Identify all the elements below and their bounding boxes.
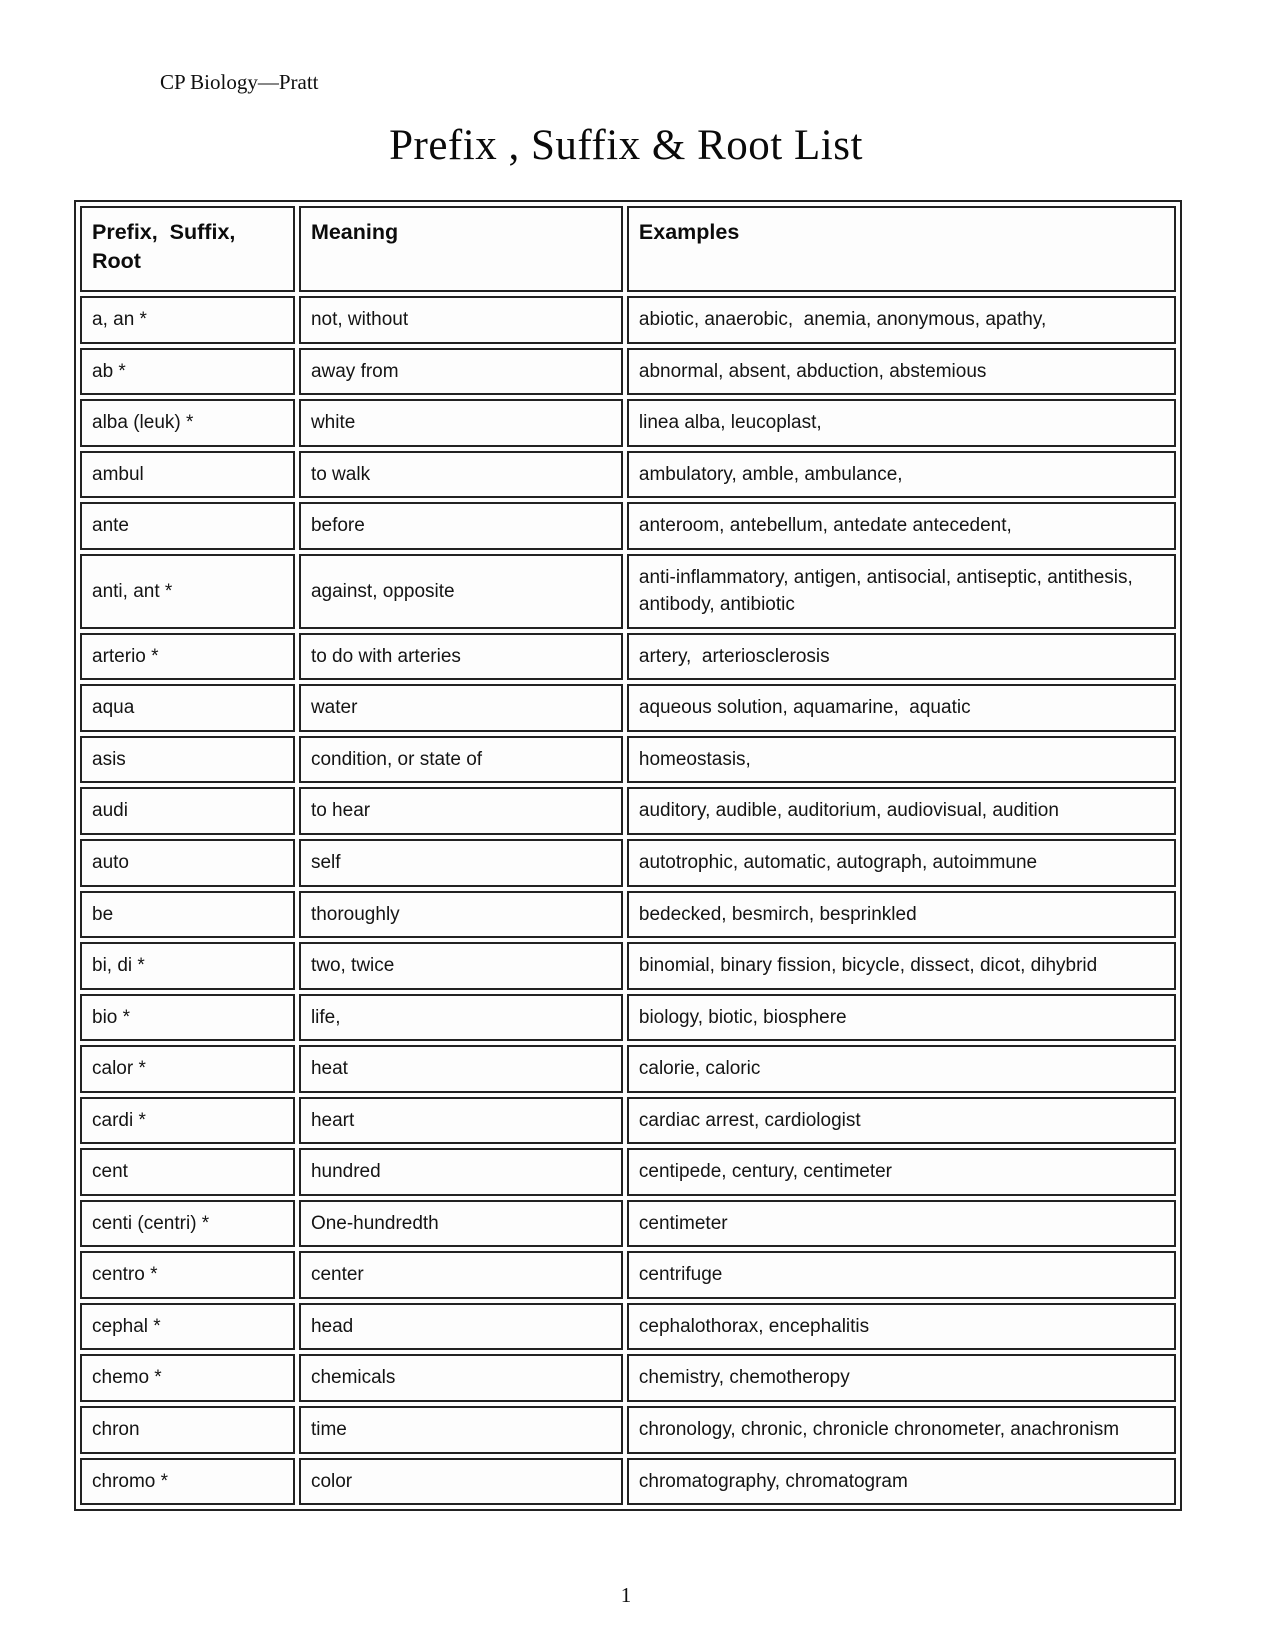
table-row bbox=[80, 684, 1176, 732]
table-row bbox=[80, 451, 1176, 499]
table-cell-term: a, an * bbox=[80, 296, 295, 344]
table-cell-meaning: hundred bbox=[299, 1148, 623, 1196]
table-cell-term: bi, di * bbox=[80, 942, 295, 990]
table-cell-examples: anti-inflammatory, antigen, antisocial, antiseptic, antithesis, antibody, antibiotic bbox=[627, 554, 1176, 629]
table-row bbox=[80, 736, 1176, 784]
table-cell-meaning: One-hundredth bbox=[299, 1200, 623, 1248]
table-cell-examples: ambulatory, amble, ambulance, bbox=[627, 451, 1176, 499]
table-cell-term: cent bbox=[80, 1148, 295, 1196]
table-cell-term: centro * bbox=[80, 1251, 295, 1299]
table-row bbox=[80, 1303, 1176, 1351]
table-cell-meaning: self bbox=[299, 839, 623, 887]
table-cell-examples: abiotic, anaerobic, anemia, anonymous, apathy, bbox=[627, 296, 1176, 344]
table-body bbox=[80, 296, 1176, 1505]
table-row bbox=[80, 1458, 1176, 1506]
table-cell-meaning: heat bbox=[299, 1045, 623, 1093]
table-row bbox=[80, 1200, 1176, 1248]
table-cell-term: calor * bbox=[80, 1045, 295, 1093]
table-cell-meaning: against, opposite bbox=[299, 554, 623, 629]
table-row bbox=[80, 1251, 1176, 1299]
table-cell-meaning: before bbox=[299, 502, 623, 550]
table-cell-term: ab * bbox=[80, 348, 295, 396]
table-cell-term: bio * bbox=[80, 994, 295, 1042]
table-cell-examples: cephalothorax, encephalitis bbox=[627, 1303, 1176, 1351]
table-row bbox=[80, 787, 1176, 835]
table-cell-term: auto bbox=[80, 839, 295, 887]
table-header-row bbox=[80, 206, 1176, 292]
table-row bbox=[80, 1354, 1176, 1402]
table-cell-meaning: two, twice bbox=[299, 942, 623, 990]
table-cell-meaning: condition, or state of bbox=[299, 736, 623, 784]
table-cell-examples: cardiac arrest, cardiologist bbox=[627, 1097, 1176, 1145]
table-row bbox=[80, 1148, 1176, 1196]
table-cell-examples: chemistry, chemotheropy bbox=[627, 1354, 1176, 1402]
table-cell-term: ambul bbox=[80, 451, 295, 499]
table-row bbox=[80, 296, 1176, 344]
table-cell-term: aqua bbox=[80, 684, 295, 732]
table-cell-term: chemo * bbox=[80, 1354, 295, 1402]
table-cell-term: audi bbox=[80, 787, 295, 835]
table-row bbox=[80, 942, 1176, 990]
prefix-suffix-root-table bbox=[74, 200, 1182, 1511]
table-cell-term: asis bbox=[80, 736, 295, 784]
table-cell-meaning: water bbox=[299, 684, 623, 732]
table-cell-examples: centrifuge bbox=[627, 1251, 1176, 1299]
table-cell-meaning: white bbox=[299, 399, 623, 447]
table-cell-term: cephal * bbox=[80, 1303, 295, 1351]
table-cell-examples: centimeter bbox=[627, 1200, 1176, 1248]
table-row bbox=[80, 554, 1176, 629]
table-row bbox=[80, 1406, 1176, 1454]
table-row bbox=[80, 502, 1176, 550]
table-cell-meaning: color bbox=[299, 1458, 623, 1506]
table-cell-meaning: to do with arteries bbox=[299, 633, 623, 681]
table-cell-meaning: head bbox=[299, 1303, 623, 1351]
table-cell-meaning: not, without bbox=[299, 296, 623, 344]
table-cell-term: be bbox=[80, 891, 295, 939]
column-header-examples: Examples bbox=[627, 206, 1176, 292]
table-cell-examples: artery, arteriosclerosis bbox=[627, 633, 1176, 681]
table-row bbox=[80, 891, 1176, 939]
table-cell-term: anti, ant * bbox=[80, 554, 295, 629]
table-cell-meaning: thoroughly bbox=[299, 891, 623, 939]
column-header-term: Prefix, Suffix, Root bbox=[80, 206, 295, 292]
table-row bbox=[80, 1097, 1176, 1145]
table-row bbox=[80, 1045, 1176, 1093]
table-cell-examples: anteroom, antebellum, antedate antecedent, bbox=[627, 502, 1176, 550]
table-row bbox=[80, 348, 1176, 396]
table-cell-examples: abnormal, absent, abduction, abstemious bbox=[627, 348, 1176, 396]
table-cell-examples: bedecked, besmirch, besprinkled bbox=[627, 891, 1176, 939]
table-cell-examples: centipede, century, centimeter bbox=[627, 1148, 1176, 1196]
table-cell-meaning: to hear bbox=[299, 787, 623, 835]
table-cell-meaning: heart bbox=[299, 1097, 623, 1145]
course-header: CP Biology—Pratt bbox=[160, 70, 319, 94]
table-cell-meaning: center bbox=[299, 1251, 623, 1299]
table-cell-term: cardi * bbox=[80, 1097, 295, 1145]
table-cell-meaning: chemicals bbox=[299, 1354, 623, 1402]
table-cell-examples: biology, biotic, biosphere bbox=[627, 994, 1176, 1042]
table-cell-term: chromo * bbox=[80, 1458, 295, 1506]
table-cell-examples: autotrophic, automatic, autograph, autoimmune bbox=[627, 839, 1176, 887]
table-cell-examples: chromatography, chromatogram bbox=[627, 1458, 1176, 1506]
table-cell-term: chron bbox=[80, 1406, 295, 1454]
table-cell-term: centi (centri) * bbox=[80, 1200, 295, 1248]
table-cell-examples: binomial, binary fission, bicycle, dissect, dicot, dihybrid bbox=[627, 942, 1176, 990]
table-cell-examples: chronology, chronic, chronicle chronometer, anachronism bbox=[627, 1406, 1176, 1454]
table-cell-meaning: away from bbox=[299, 348, 623, 396]
table-cell-meaning: life, bbox=[299, 994, 623, 1042]
column-header-meaning: Meaning bbox=[299, 206, 623, 292]
table-cell-examples: aqueous solution, aquamarine, aquatic bbox=[627, 684, 1176, 732]
table-cell-examples: calorie, caloric bbox=[627, 1045, 1176, 1093]
table-row bbox=[80, 994, 1176, 1042]
table-row bbox=[80, 399, 1176, 447]
table-cell-term: ante bbox=[80, 502, 295, 550]
table-row bbox=[80, 633, 1176, 681]
page-number: 1 bbox=[620, 1583, 632, 1608]
table-cell-examples: auditory, audible, auditorium, audiovisual, audition bbox=[627, 787, 1176, 835]
table-cell-examples: homeostasis, bbox=[627, 736, 1176, 784]
table-cell-examples: linea alba, leucoplast, bbox=[627, 399, 1176, 447]
table-cell-term: alba (leuk) * bbox=[80, 399, 295, 447]
table-cell-meaning: to walk bbox=[299, 451, 623, 499]
table-row bbox=[80, 839, 1176, 887]
page-title: Prefix , Suffix & Root List bbox=[389, 122, 863, 169]
table-cell-meaning: time bbox=[299, 1406, 623, 1454]
table-cell-term: arterio * bbox=[80, 633, 295, 681]
